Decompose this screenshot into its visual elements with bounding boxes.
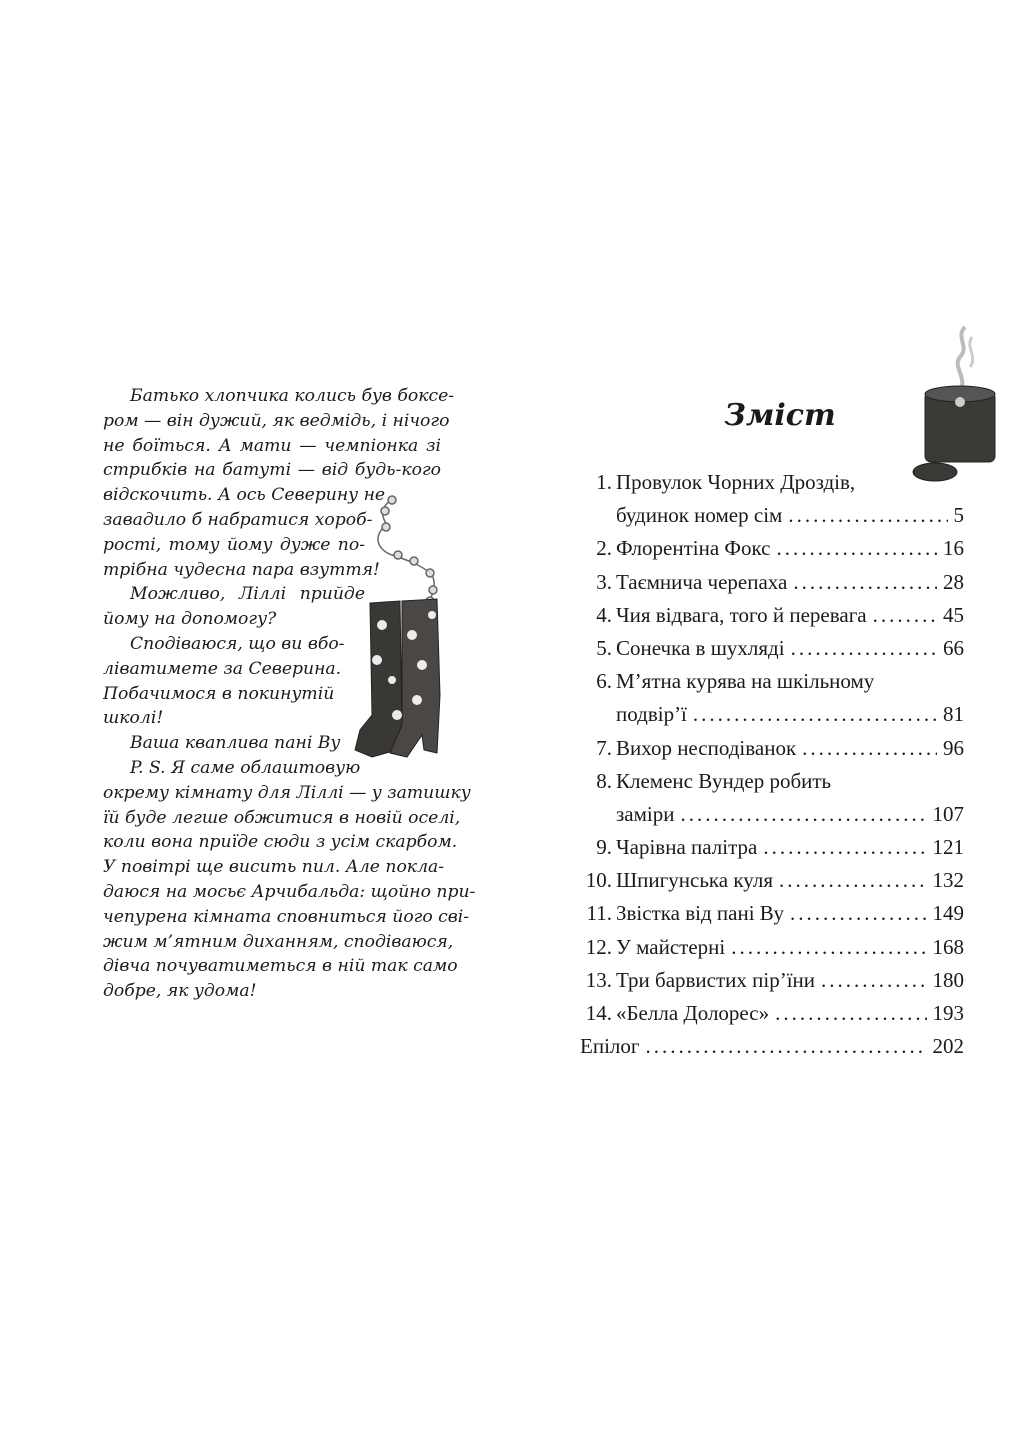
toc-entry-number: 4. — [596, 602, 612, 627]
toc-entry-number: 8. — [596, 768, 612, 793]
toc-entry-title: Флорентіна Фокс — [616, 536, 771, 561]
toc-entry-title: Чарівна палітра — [616, 835, 758, 860]
toc-entry[interactable] — [580, 599, 964, 632]
toc-entry-title: М’ятна курява на шкільному — [616, 669, 875, 694]
dot-leader — [802, 732, 937, 765]
dot-leader — [788, 499, 947, 532]
toc-entry-page: 66 — [943, 635, 964, 660]
text-line: У повітрі ще висить пил. Але покла- — [103, 857, 445, 878]
toc-entry[interactable] — [580, 1030, 964, 1063]
dot-leader — [821, 964, 926, 997]
dot-leader — [680, 798, 926, 831]
text-line: окрему кімнату для Ліллі — у затишку — [103, 782, 471, 803]
toc-entry-page: 180 — [932, 967, 964, 992]
text-line: добре, як удома! — [103, 981, 257, 1002]
toc-entry-page: 96 — [943, 735, 964, 760]
text-line: трібна чудесна пара взуття! — [103, 559, 380, 580]
toc-entry-title: Сонечка в шухляді — [616, 635, 785, 660]
toc-entry-page: 16 — [943, 536, 964, 561]
dot-leader — [779, 864, 927, 897]
text-line: стрибків на батуті — від будь-кого — [103, 460, 441, 481]
toc-entry-continuation[interactable] — [580, 499, 964, 532]
toc-title: Зміст — [724, 398, 836, 433]
toc-entry[interactable] — [580, 831, 964, 864]
text-line: Батько хлопчика колись був боксе- — [130, 386, 455, 406]
toc-entry[interactable] — [580, 997, 964, 1030]
dot-leader — [646, 1030, 927, 1063]
toc-entry-page: 149 — [932, 901, 964, 926]
toc-entry[interactable] — [580, 765, 964, 798]
toc-entry-continuation[interactable] — [580, 798, 964, 831]
toc-entry-page: 193 — [932, 1001, 964, 1025]
toc-entry-title: Таємнича черепаха — [616, 569, 788, 594]
toc-entry[interactable] — [580, 964, 964, 997]
text-line: Ваша кваплива пані Ву — [130, 733, 341, 754]
text-line: чепурена кімната сповниться його сві- — [103, 906, 470, 927]
toc-entry[interactable] — [580, 864, 964, 897]
toc-entry-title: «Белла Долорес» — [616, 1001, 770, 1025]
dot-leader — [873, 599, 937, 632]
toc-entry-number: 6. — [596, 669, 612, 694]
table-of-contents — [580, 466, 964, 1063]
toc-entry-number: 5. — [596, 635, 612, 660]
toc-entry-number: 12. — [585, 934, 612, 959]
toc-entry-title: Три барвистих пір’їни — [616, 967, 816, 992]
toc-entry[interactable] — [580, 632, 964, 665]
toc-entry-page: 121 — [932, 835, 964, 860]
toc-entry-number: 1. — [596, 470, 612, 494]
text-line: P. S. Я саме облаштовую — [130, 757, 361, 778]
text-line: школі! — [103, 708, 164, 729]
text-line: завадило б набратися хороб- — [103, 509, 373, 530]
dot-leader — [775, 997, 926, 1030]
toc-entry-number: 7. — [596, 735, 612, 760]
toc-entry-page: 45 — [943, 602, 964, 627]
toc-entry-title: Чия відвага, того й перевага — [616, 602, 867, 627]
text-line: рості, тому йому дуже по- — [103, 534, 365, 555]
toc-entry-number: 3. — [596, 569, 612, 594]
toc-entry[interactable] — [580, 665, 964, 698]
text-line: жим м’ятним диханням, сподіваюся, — [103, 931, 454, 952]
toc-entry-page: 107 — [932, 801, 964, 826]
dot-leader — [791, 632, 937, 665]
toc-entry-number: 13. — [585, 967, 612, 992]
toc-entry-page: 5 — [953, 503, 964, 528]
cup-illustration — [910, 322, 1010, 488]
text-line: йому на допомогу? — [103, 609, 277, 630]
toc-entry-page: 132 — [932, 868, 964, 893]
dot-leader — [790, 897, 926, 930]
toc-entry-title: Провулок Чорних Дроздів, — [616, 470, 856, 494]
text-line: Сподіваюся, що ви вбо- — [130, 633, 345, 654]
toc-entry-page: 28 — [943, 569, 964, 594]
toc-entry-title-cont: подвір’ї — [616, 702, 687, 727]
text-line: відскочить. А ось Северину не — [103, 485, 386, 506]
text-line: їй буде легше обжитися в новій оселі, — [103, 807, 461, 828]
toc-entry-number: 11. — [586, 901, 612, 926]
text-line: коли вона приїде сюди з усім скарбом. — [103, 832, 458, 853]
toc-entry-title: У майстерні — [616, 934, 726, 959]
toc-entry-title: Шпигунська куля — [616, 868, 773, 893]
text-line: Побачимося в покинутій — [103, 683, 335, 704]
toc-entry-title: Епілог — [580, 1034, 640, 1059]
toc-entry[interactable] — [580, 532, 964, 565]
toc-entry-title-cont: будинок номер сім — [616, 503, 783, 528]
toc-entry-number: 14. — [585, 1001, 612, 1025]
dot-leader — [777, 532, 938, 565]
text-line: ром — він дужий, як ведмідь, і нічого — [103, 410, 450, 431]
boots-illustration — [352, 495, 447, 760]
toc-entry-title-cont: заміри — [616, 801, 675, 826]
toc-entry-title: Вихор несподіванок — [616, 735, 797, 760]
toc-entry[interactable] — [580, 566, 964, 599]
text-line: ліватимете за Северина. — [103, 658, 342, 679]
toc-entry[interactable] — [580, 466, 964, 499]
dot-leader — [731, 931, 926, 964]
text-line: даюся на мосьє Арчибальда: щойно при- — [103, 881, 476, 902]
toc-entry[interactable] — [580, 732, 964, 765]
dot-leader — [793, 566, 937, 599]
toc-entry-title: Звістка від пані Ву — [616, 901, 785, 926]
toc-entry[interactable] — [580, 931, 964, 964]
toc-entry-number: 9. — [596, 835, 612, 860]
toc-entry-title: Клеменс Вундер робить — [616, 768, 832, 793]
toc-entry-continuation[interactable] — [580, 698, 964, 731]
dot-leader — [693, 698, 937, 731]
toc-entry-page: 168 — [932, 934, 964, 959]
text-line: Можливо, Ліллі прийде — [130, 584, 365, 605]
toc-entry-number: 2. — [596, 536, 612, 561]
toc-entry-page: 202 — [932, 1034, 964, 1059]
dot-leader — [763, 831, 926, 864]
text-line: дівча почуватиметься в ній так само — [103, 956, 458, 977]
toc-entry-number: 10. — [585, 868, 612, 893]
toc-entry[interactable] — [580, 897, 964, 930]
toc-entry-page: 81 — [943, 702, 964, 727]
text-line: не боїться. А мати — чемпіонка зі — [103, 435, 441, 456]
